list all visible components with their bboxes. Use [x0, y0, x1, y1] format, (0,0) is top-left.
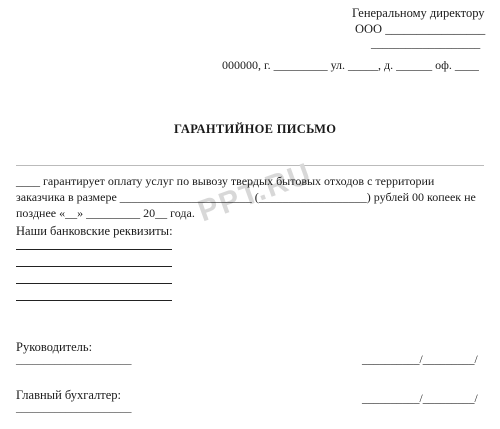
- director-signature: __________/_________/: [362, 354, 478, 366]
- watermark: PPT.RU: [193, 156, 317, 229]
- bank-detail-line: [16, 283, 172, 284]
- company-line: ООО ________________: [355, 22, 486, 36]
- accountant-label: Главный бухгалтер:: [16, 388, 122, 402]
- body-line-2: заказчика в размере ______________________ (__________________) рублей 00 копеек не: [16, 190, 476, 204]
- separator-line: [16, 165, 484, 166]
- director-label: Руководитель:: [16, 340, 93, 354]
- director-name-line: _____________________: [16, 354, 132, 366]
- blank-line: ___________________: [371, 38, 481, 50]
- addressee: Генеральному директору: [352, 6, 485, 20]
- letter-title: ГАРАНТИЙНОЕ ПИСЬМО: [174, 122, 337, 136]
- bank-detail-line: [16, 300, 172, 301]
- body-line-3: позднее «__» _________ 20__ года.: [16, 206, 195, 220]
- address-line: 000000, г. _________ ул. _____, д. ______ оф. ____: [222, 58, 479, 72]
- body-line-1: ____ гарантирует оплату услуг по вывозу твердых бытовых отходов с территории: [16, 174, 435, 188]
- bank-detail-line: [16, 266, 172, 267]
- accountant-signature: __________/_________/: [362, 393, 478, 405]
- accountant-name-line: _____________________: [16, 402, 132, 414]
- bank-details-heading: Наши банковские реквизиты:: [16, 224, 173, 238]
- bank-detail-line: [16, 249, 172, 250]
